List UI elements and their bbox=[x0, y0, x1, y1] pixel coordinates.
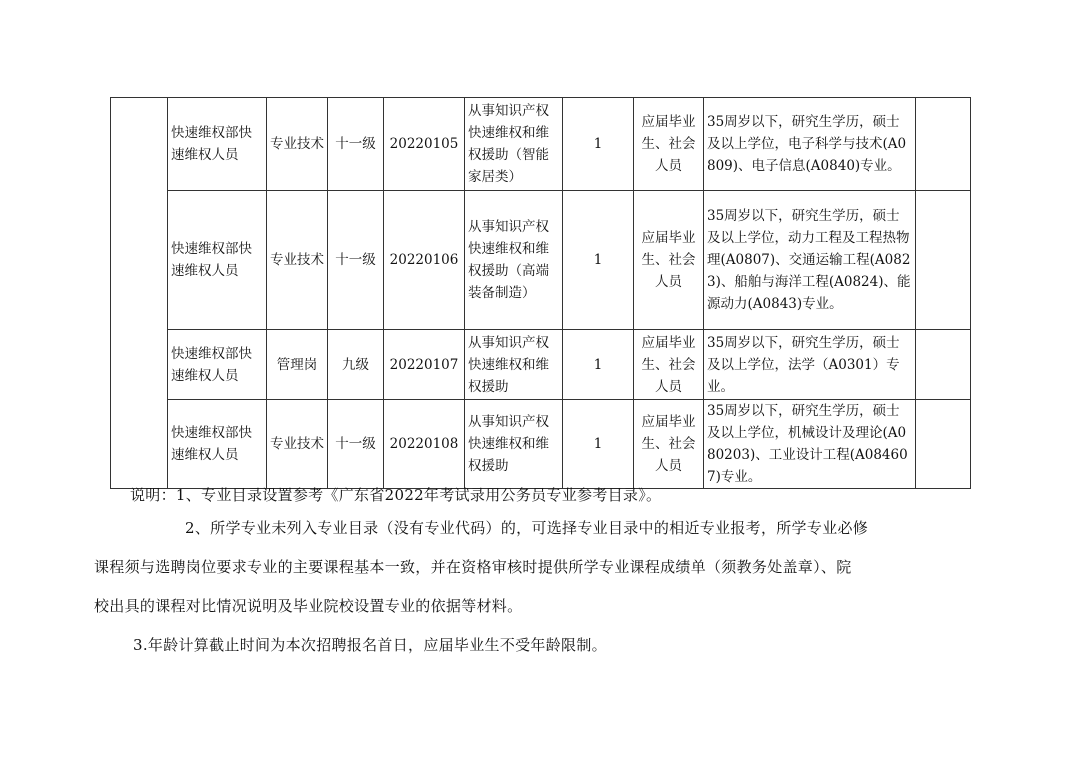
note-line-1: 说明：1、专业目录设置参考《广东省2022年考试录用公务员专业参考目录》。 bbox=[130, 486, 662, 504]
note-cell bbox=[916, 98, 971, 191]
count-cell: 1 bbox=[563, 98, 634, 191]
note-line-2: 2、所学专业未列入专业目录（没有专业代码）的，可选择专业目录中的相近专业报考，所学专业必修 bbox=[185, 519, 869, 537]
note-line-4: 校出具的课程对比情况说明及毕业院校设置专业的依据等材料。 bbox=[94, 597, 523, 615]
requirement-cell: 35周岁以下，研究生学历，硕士及以上学位，电子科学与技术(A0809)、电子信息(A0840)专业。 bbox=[704, 98, 916, 191]
table-row bbox=[111, 400, 971, 489]
note-cell bbox=[916, 330, 971, 400]
requirement-cell: 35周岁以下，研究生学历，硕士及以上学位，动力工程及工程热物理(A0807)、交通运输工程(A0823)、船舶与海洋工程(A0824)、能源动力(A0843)专业。 bbox=[704, 191, 916, 330]
count-cell: 1 bbox=[563, 330, 634, 400]
note-cell bbox=[916, 191, 971, 330]
duty-cell: 从事知识产权快速维权和维权援助（智能家居类） bbox=[465, 98, 563, 191]
duty-cell: 从事知识产权快速维权和维权援助 bbox=[465, 330, 563, 400]
type-cell: 专业技术 bbox=[267, 98, 328, 191]
table-row bbox=[111, 191, 971, 330]
table-row bbox=[111, 330, 971, 400]
code-cell: 20220108 bbox=[384, 400, 465, 489]
dept-cell: 快速维权部快速维权人员 bbox=[168, 98, 267, 191]
requirement-cell: 35周岁以下，研究生学历，硕士及以上学位，机械设计及理论(A080203)、工业设计工程(A084607)专业。 bbox=[704, 400, 916, 489]
code-cell: 20220105 bbox=[384, 98, 465, 191]
dept-cell: 快速维权部快速维权人员 bbox=[168, 330, 267, 400]
merged-category-cell bbox=[111, 98, 168, 489]
level-cell: 十一级 bbox=[328, 98, 384, 191]
code-cell: 20220106 bbox=[384, 191, 465, 330]
count-cell: 1 bbox=[563, 400, 634, 489]
source-cell: 应届毕业生、社会人员 bbox=[634, 400, 704, 489]
duty-cell: 从事知识产权快速维权和维权援助 bbox=[465, 400, 563, 489]
source-cell: 应届毕业生、社会人员 bbox=[634, 191, 704, 330]
note-line-5: 3.年龄计算截止时间为本次招聘报名首日，应届毕业生不受年龄限制。 bbox=[133, 636, 607, 654]
code-cell: 20220107 bbox=[384, 330, 465, 400]
type-cell: 管理岗 bbox=[267, 330, 328, 400]
level-cell: 十一级 bbox=[328, 400, 384, 489]
dept-cell: 快速维权部快速维权人员 bbox=[168, 191, 267, 330]
count-cell: 1 bbox=[563, 191, 634, 330]
table-row bbox=[111, 98, 971, 191]
job-table bbox=[110, 97, 971, 489]
level-cell: 九级 bbox=[328, 330, 384, 400]
type-cell: 专业技术 bbox=[267, 191, 328, 330]
dept-cell: 快速维权部快速维权人员 bbox=[168, 400, 267, 489]
level-cell: 十一级 bbox=[328, 191, 384, 330]
requirement-cell: 35周岁以下，研究生学历，硕士及以上学位，法学（A0301）专业。 bbox=[704, 330, 916, 400]
type-cell: 专业技术 bbox=[267, 400, 328, 489]
note-cell bbox=[916, 400, 971, 489]
duty-cell: 从事知识产权快速维权和维权援助（高端装备制造） bbox=[465, 191, 563, 330]
note-line-3: 课程须与选聘岗位要求专业的主要课程基本一致，并在资格审核时提供所学专业课程成绩单（须教务处盖章）、院 bbox=[94, 558, 852, 576]
source-cell: 应届毕业生、社会人员 bbox=[634, 98, 704, 191]
source-cell: 应届毕业生、社会人员 bbox=[634, 330, 704, 400]
